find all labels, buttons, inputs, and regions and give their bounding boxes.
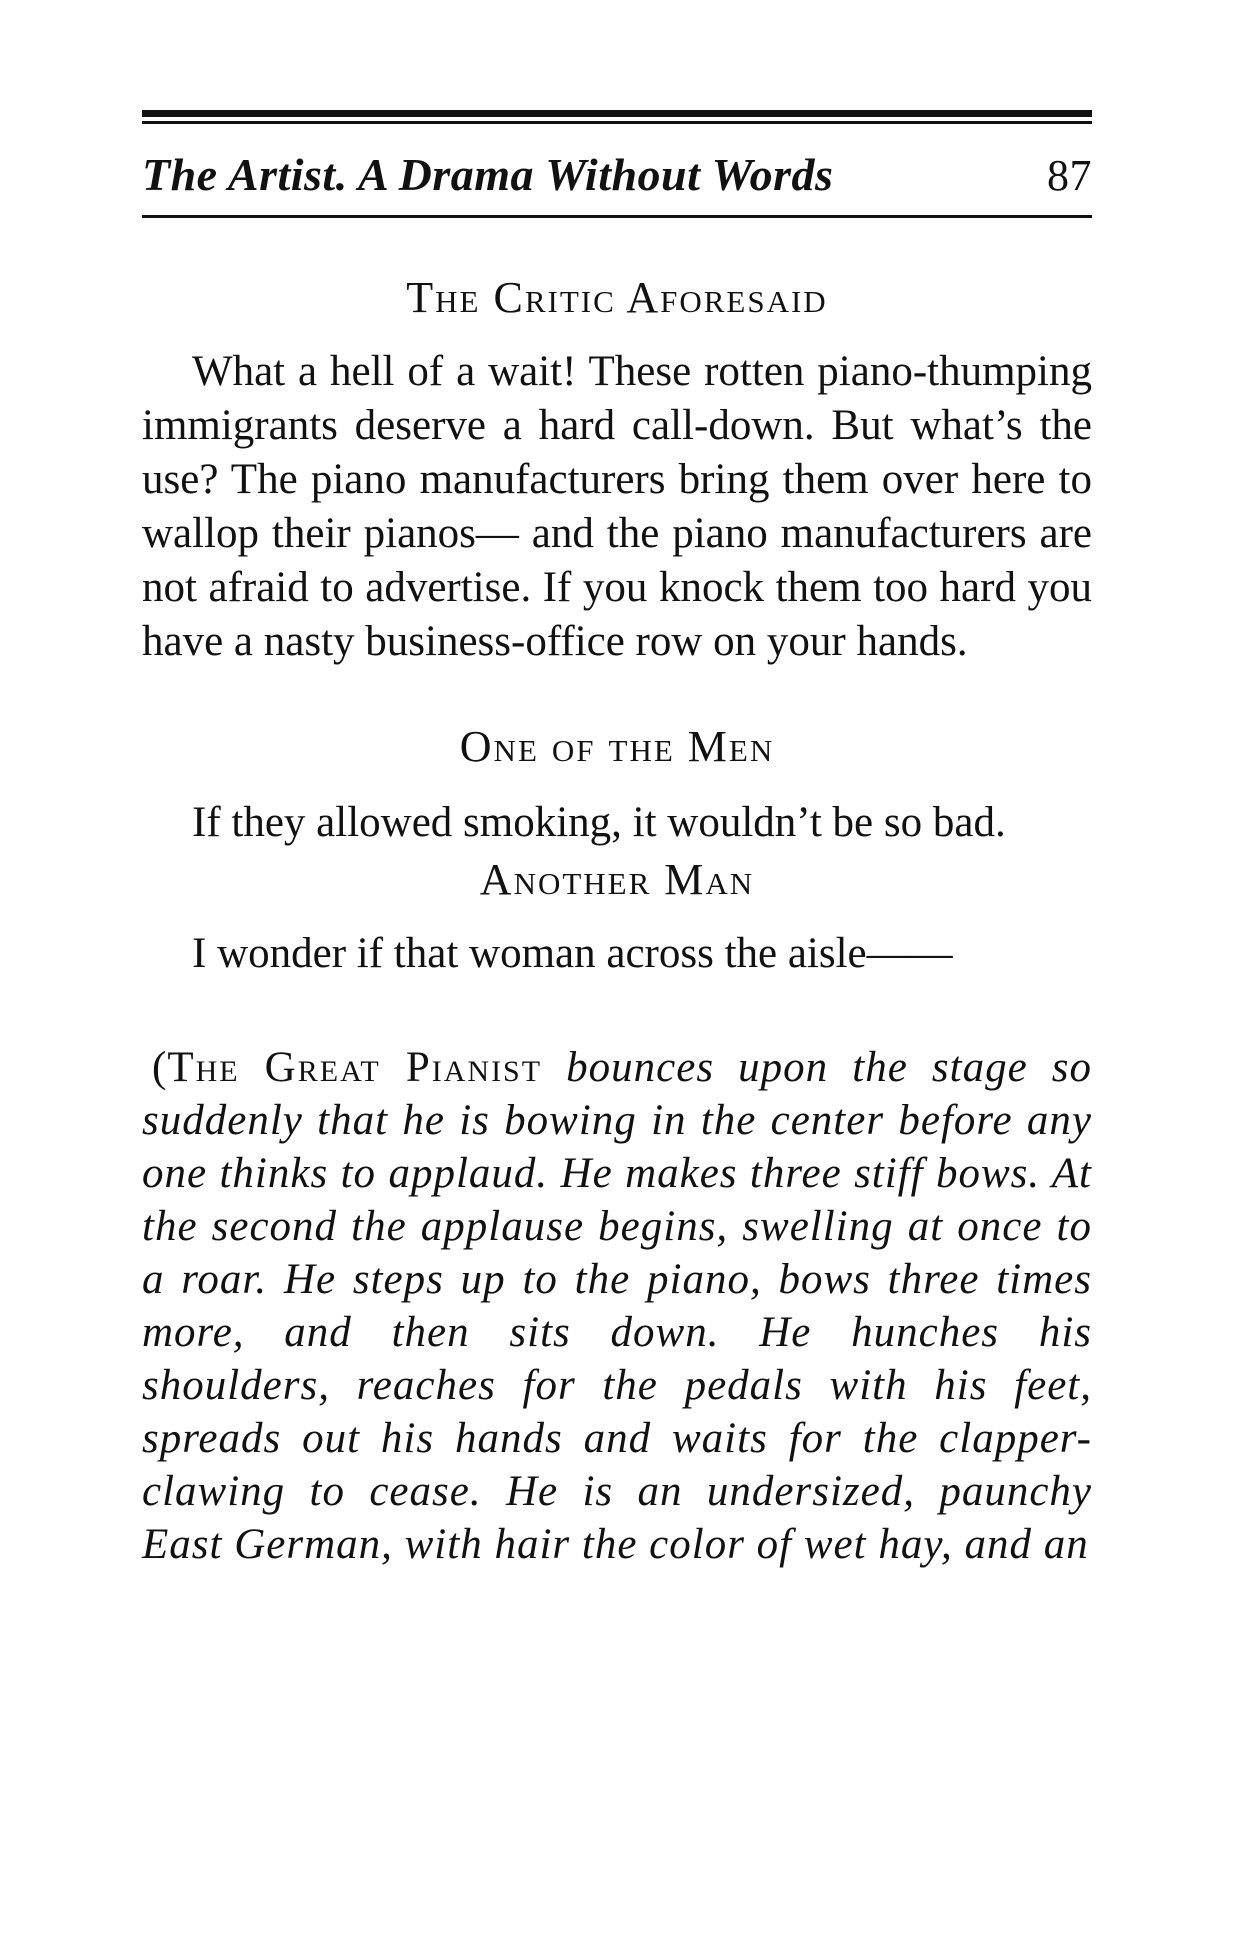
speech-paragraph: If they allowed smoking, it wouldn’t be so bad. <box>192 799 1006 846</box>
speech-paragraph: What a hell of a wait! These rotten piano-thumping immigrants deserve a hard call-down. But what’s the use? The piano manufacturers bring them over here to wallop their pianos— and the piano manufacturers are not afraid to advertise. If you knock them too hard you have a nasty business-office row on your hands. <box>142 348 1092 665</box>
speaker-heading: Another Man <box>479 855 755 904</box>
book-page <box>142 110 1092 1571</box>
speaker-heading: One of the Men <box>459 722 775 771</box>
running-title: The Artist. A Drama Without Words <box>142 149 834 200</box>
stage-direction-open-paren: ( <box>152 1044 168 1091</box>
header-rule-thick <box>142 110 1092 117</box>
stage-direction-text: bounces upon the stage so suddenly that he is bowing in the center before any one thinks to applaud. He makes three stiff bows. At the second the applause begins, swelling at once to a roar. He steps up to the piano, bows three times more, and then sits down. He hunches his shoulders, reaches for the pedals with his feet, spreads out his hands and waits for the clapper-clawing to cease. He is an undersized, paunchy East German, with hair the color of wet hay, and an <box>142 1044 1093 1568</box>
running-header <box>142 148 1092 218</box>
speech-paragraph: I wonder if that woman across the aisle—— <box>192 930 953 977</box>
header-rule-thin <box>142 121 1092 124</box>
stage-direction <box>142 1041 1092 1571</box>
speaker-heading: The Critic Aforesaid <box>406 273 828 322</box>
page-number: 87 <box>1047 151 1092 200</box>
stage-direction-character: The Great Pianist <box>167 1044 543 1091</box>
